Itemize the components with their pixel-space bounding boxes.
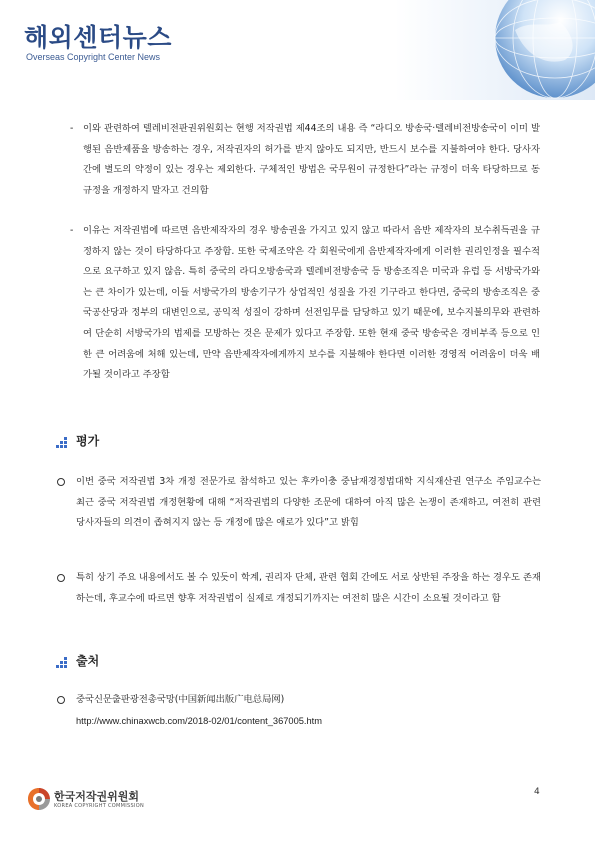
dash-bullet: - <box>70 123 74 134</box>
evaluation-heading-text: 평가 <box>76 434 100 448</box>
circle-bullet-icon <box>57 478 65 486</box>
body-point-text: 이유는 저작권법에 따르면 음반제작자의 경우 방송권을 가지고 있지 않고 따라서 음반 제작자의 보수취득권을 규정하지 않는 것이 타당하다고 주장함. 또한 국제조약은 각 회원국에게 음반제작자에게 이러한 권리인정을 필수적으로 요구하고 있지 않음. 특히 중국의 라디오방송국과 텔레비전방송국 등 방송조직은 미국과 유럽 등 서방국가와는 큰 차이가 있는데, 이들 서방국가의 방송기구가 상업적인 성질을 가진 기구라고 한다면, 중국의 방송조직은 중국공산당과 정부의 대변인으로, 공익적 성질이 강하며 선전임무를 담당하고 있기 때문에, 보수지불의무와 관련하여 단순히 서방국가의 법제를 모방하는 것은 문제가 있다고 주장함. 또한 현재 중국 방송국은 경비부족 등으로 인한 큰 어려움에 처해 있는데, 만약 음반제작자에게까지 보수를 지불해야 한다면 이러한 경영적 어려움이 더욱 배가될 것이라고 주장함 <box>83 225 540 381</box>
source-item <box>56 690 541 731</box>
evaluation-heading <box>56 432 99 449</box>
circle-bullet-icon <box>57 574 65 582</box>
evaluation-item-text: 이번 중국 저작권법 3차 개정 전문가로 참석하고 있는 후카이충 중남재경정법대학 지식재산권 연구소 주임교수는 최근 중국 저작권법 개정현황에 대해 “저작권법의 다양한 조문에 대하여 아직 많은 논쟁이 존재하고, 여전히 관련 당사자들의 의견이 좁혀지지 않는 등 개정에 많은 애로가 있다”고 밝힘 <box>76 476 541 529</box>
source-heading <box>56 652 99 669</box>
source-url-link[interactable]: http://www.chinaxwcb.com/2018-02/01/content_367005.htm <box>76 715 322 726</box>
kcc-logo-icon <box>26 786 52 812</box>
circle-bullet-icon <box>57 696 65 704</box>
source-name: 중국신문출판광전총국망(中国新闻出版广电总局网) <box>76 694 285 705</box>
kcc-logo <box>26 786 166 816</box>
evaluation-item-text: 특히 상기 주요 내용에서도 볼 수 있듯이 학계, 권리자 단체, 관련 협회 간에도 서로 상반된 주장을 하는 경우도 존재하는데, 후교수에 따르면 향후 저작권법이 실제로 개정되기까지는 여전히 많은 시간이 소요될 것이라고 함 <box>76 572 541 604</box>
page-header <box>0 0 595 100</box>
newsletter-subtitle: Overseas Copyright Center News <box>26 52 161 62</box>
section-dots-icon <box>56 437 70 447</box>
org-name: 한국저작권위원회 <box>54 790 140 803</box>
source-heading-text: 출처 <box>76 654 100 668</box>
body-point-2 <box>70 221 540 386</box>
evaluation-item-2 <box>56 568 541 609</box>
body-point-text: 이와 관련하여 텔레비전판권위원회는 현행 저작권법 제44조의 내용 즉 “라디오 방송국·텔레비전방송국이 이미 발행된 음반제품을 방송하는 경우, 저작권자의 허가를 받지 않아도 되지만, 반드시 보수를 지불하여야 한다. 당사자 간에 별도의 약정이 있는 경우는 제외한다. 구체적인 방법은 국무원이 규정한다”라는 규정이 더욱 타당하므로 동 규정을 개정하지 말자고 건의함 <box>83 123 540 196</box>
page-number: 4 <box>534 787 540 797</box>
globe-graphic <box>395 0 595 100</box>
org-name-en: KOREA COPYRIGHT COMMISSION <box>54 803 145 809</box>
dash-bullet: - <box>70 225 74 236</box>
newsletter-title: 해외센터뉴스 <box>24 23 172 52</box>
body-point-1 <box>70 119 540 201</box>
section-dots-icon <box>56 657 70 667</box>
evaluation-item-1 <box>56 472 541 534</box>
